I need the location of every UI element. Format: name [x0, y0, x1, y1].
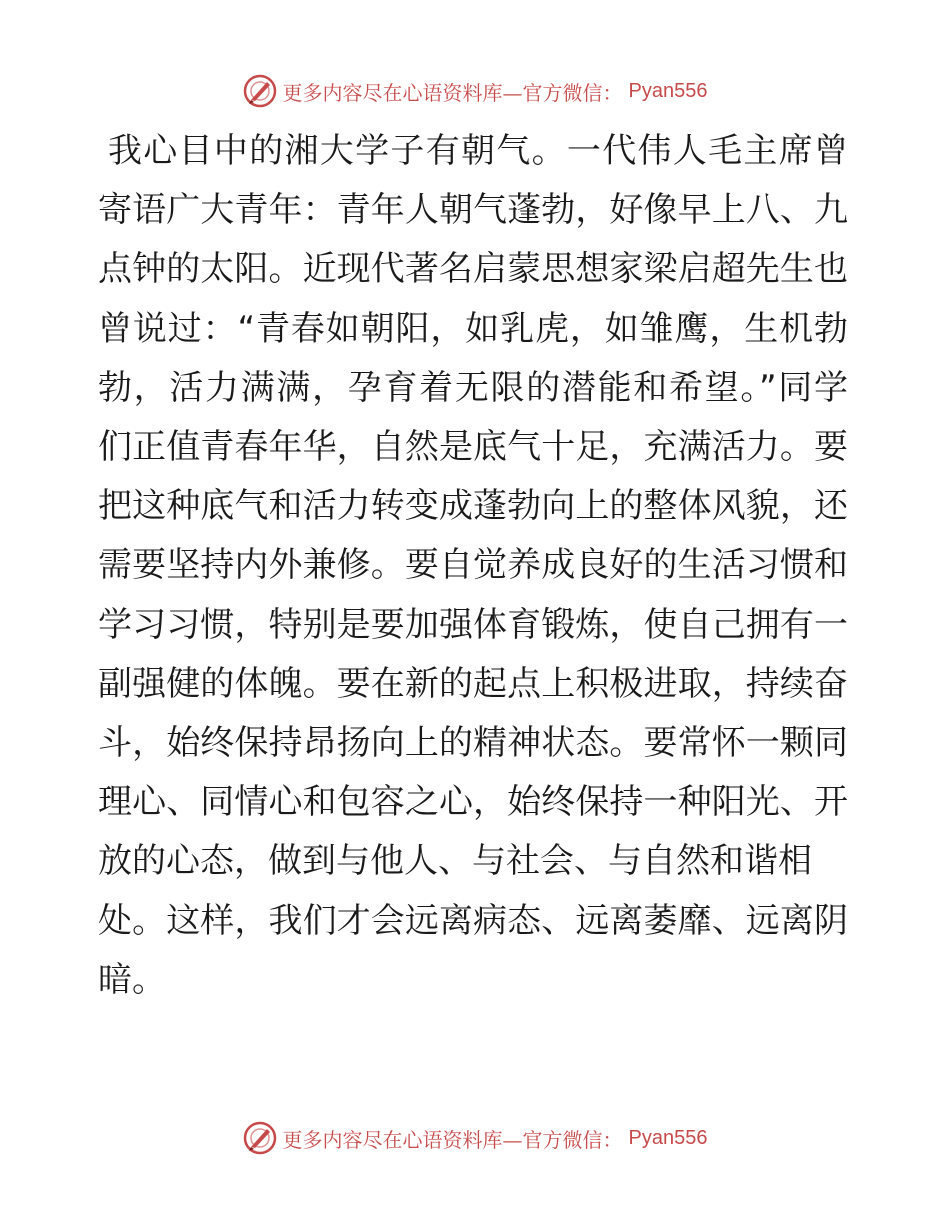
document-line: 暗。: [98, 959, 166, 1000]
quill-logo-icon: [243, 74, 277, 108]
document-line: 点钟的太阳。近现代著名启蒙思想家梁启超先生也: [98, 249, 848, 290]
header-banner-text: 更多内容尽在心语资料库—官方微信：: [282, 80, 623, 105]
footer-banner-text: 更多内容尽在心语资料库—官方微信：: [282, 1127, 623, 1152]
document-line: 把这种底气和活力转变成蓬勃向上的整体风貌，还: [98, 486, 848, 527]
document-line: 理心、同情心和包容之心，始终保持一种阳光、开: [98, 782, 848, 823]
header-wechat-id: Pyan556: [628, 79, 708, 102]
document-line: 处。这样，我们才会远离病态、远离萎靡、远离阴: [98, 900, 848, 941]
document-line: 学习习惯，特别是要加强体育锻炼，使自己拥有一: [98, 604, 848, 645]
document-line: 我心目中的湘大学子有朝气。一代伟人毛主席曾: [108, 131, 848, 171]
document-line: 需要坚持内外兼修。要自觉养成良好的生活习惯和: [98, 545, 848, 586]
document-line: 曾说过：“青春如朝阳，如乳虎，如雏鹰，生机勃: [98, 308, 848, 349]
header-banner: [0, 71, 950, 111]
document-line: 放的心态，做到与他人、与社会、与自然和谐相: [98, 841, 812, 882]
document-line: 副强健的体魄。要在新的起点上积极进取，持续奋: [98, 663, 848, 704]
quill-logo-icon: [243, 1121, 277, 1155]
document-line: 寄语广大青年：青年人朝气蓬勃，好像早上八、九: [98, 190, 848, 231]
footer-wechat-id: Pyan556: [628, 1126, 708, 1149]
document-line: 们正值青春年华，自然是底气十足，充满活力。要: [98, 427, 848, 468]
footer-banner: [0, 1118, 950, 1158]
document-line: 勃，活力满满，孕育着无限的潜能和希望。”同学: [98, 367, 848, 408]
document-body: [98, 122, 848, 1010]
document-line: 斗，始终保持昂扬向上的精神状态。要常怀一颗同: [98, 723, 848, 764]
